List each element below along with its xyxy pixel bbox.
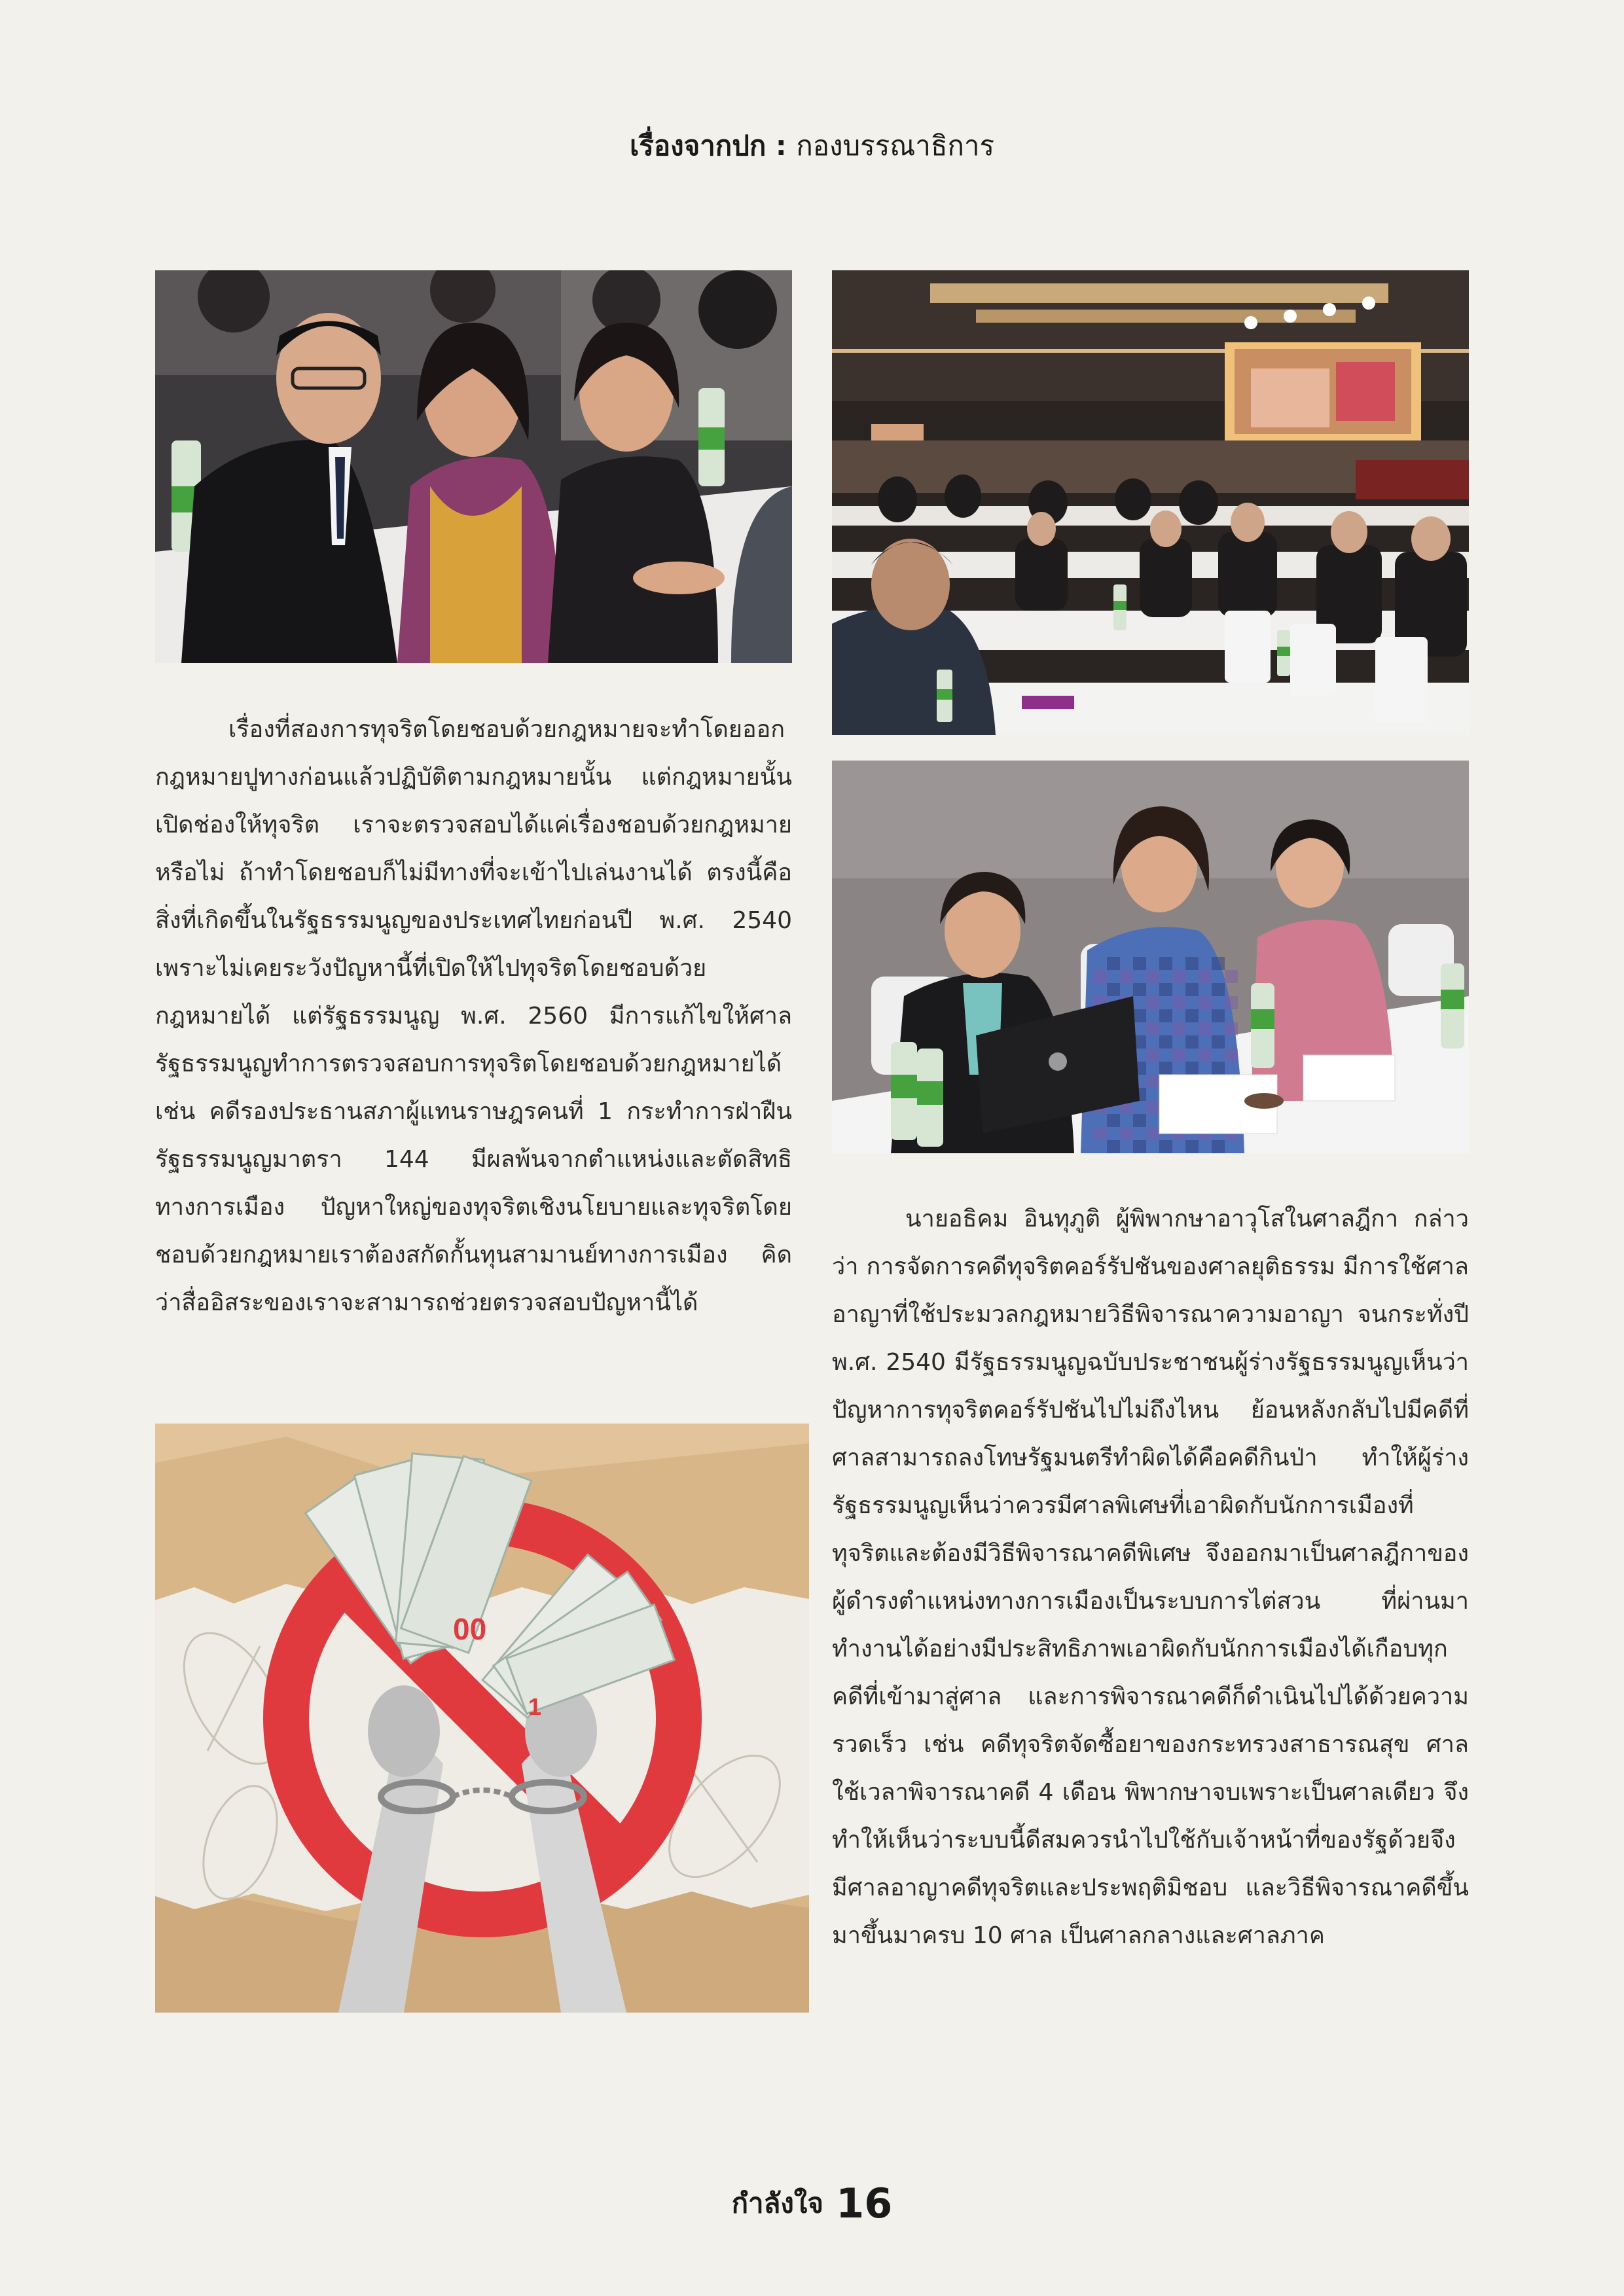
paragraph-right: นายอธิคม อินทุภูติ ผู้พิพากษาอาวุโสในศาลฎีกา กล่าวว่า การจัดการคดีทุจริตคอร์รัปชันของศาลยุติธรรม มีการใช้ศาลอาญาที่ใช้ประมวลกฎหมายวิธีพิจารณาความอาญา จนกระทั่งปี พ.ศ. 2540 มีรัฐธรรมนูญฉบับประชาชนผู้ร่างรัฐธรรมนูญเห็นว่า ปัญหาการทุจริตคอร์รัปชันไปไม่ถึงไหน ย้อนหลังกลับไปมีคดีที่ศาลสามารถลงโทษรัฐมนตรีทำผิดได้คือคดีกินป่า ทำให้ผู้ร่างรัฐธรรมนูญเห็นว่าควรมีศาลพิเศษที่เอาผิดกับนักการเมืองที่ทุจริตและต้องมีวิธีพิจารณาคดีพิเศษ จึงออกมาเป็นศาลฎีกาของผู้ดำรงตำแหน่งทางการเมืองเป็นระบบการไต่สวน ที่ผ่านมาทำงานได้อย่างมีประสิทธิภาพเอาผิดกับนักการเมืองได้เกือบทุกคดีที่เข้ามาสู่ศาล และการพิจารณาคดีก็ดำเนินไปได้ด้วยความรวดเร็ว เช่น คดีทุจริตจัดซื้อยาของกระทรวงสาธารณสุข ศาลใช้เวลาพิจารณาคดี 4 เดือน พิพากษาจบเพราะเป็นศาลเดียว จึงทำให้เห็นว่าระบบนี้ดีสมควรนำไปใช้กับเจ้าหน้าที่ของรัฐด้วยจึงมีศาลอาญาคดีทุจริตและประพฤติมิชอบ และวิธีพิจารณาคดีขึ้นมาขึ้นมาครบ 10 ศาล เป็นศาลกลางและศาลภาค — [832, 1206, 1469, 1949]
page-number: 16 — [836, 2179, 893, 2227]
page-footer — [0, 2179, 1624, 2227]
article-column-left — [155, 706, 792, 1327]
illustration-anti-corruption — [155, 1424, 809, 2013]
photo-delegates-closeup — [155, 270, 792, 663]
magazine-name: กำลังใจ — [731, 2187, 823, 2219]
header-separator: : — [766, 130, 797, 162]
section-title: เรื่องจากปก — [629, 130, 767, 162]
article-column-right — [832, 1195, 1469, 1960]
paragraph-left: เรื่องที่สองการทุจริตโดยชอบด้วยกฎหมายจะทำโดยออกกฎหมายปูทางก่อนแล้วปฏิบัติตามกฎหมายนั้น แต่กฎหมายนั้นเปิดช่องให้ทุจริต เราจะตรวจสอบได้แค่เรื่องชอบด้วยกฎหมายหรือไม่ ถ้าทำโดยชอบก็ไม่มีทางที่จะเข้าไปเล่นงานได้ ตรงนี้คือ สิ่งที่เกิดขึ้นในรัฐธรรมนูญของประเทศไทยก่อนปี พ.ศ. 2540 เพราะไม่เคยระวังปัญหานี้ที่เปิดให้ไปทุจริตโดยชอบด้วยกฎหมายได้ แต่รัฐธรรมนูญ พ.ศ. 2560 มีการแก้ไขให้ศาลรัฐธรรมนูญทำการตรวจสอบการทุจริตโดยชอบด้วยกฎหมายได้ เช่น คดีรองประธานสภาผู้แทนราษฎรคนที่ 1 กระทำการฝ่าฝืนรัฐธรรมนูญมาตรา 144 มีผลพ้นจากตำแหน่งและตัดสิทธิทางการเมือง ปัญหาใหญ่ของทุจริตเชิงนโยบายและทุจริตโดยชอบด้วยกฎหมายเราต้องสกัดกั้นทุนสามานย์ทางการเมือง คิดว่าสื่ออิสระของเราจะสามารถช่วยตรวจสอบปัญหานี้ได้ — [155, 716, 792, 1316]
banknote-label: 00 — [453, 1612, 487, 1646]
banknote-label-right: 1 — [528, 1693, 542, 1720]
page-header — [0, 124, 1624, 168]
header-author: กองบรรณาธิการ — [796, 130, 995, 162]
photo-women-at-table — [832, 761, 1469, 1153]
photo-conference-hall — [832, 270, 1469, 735]
